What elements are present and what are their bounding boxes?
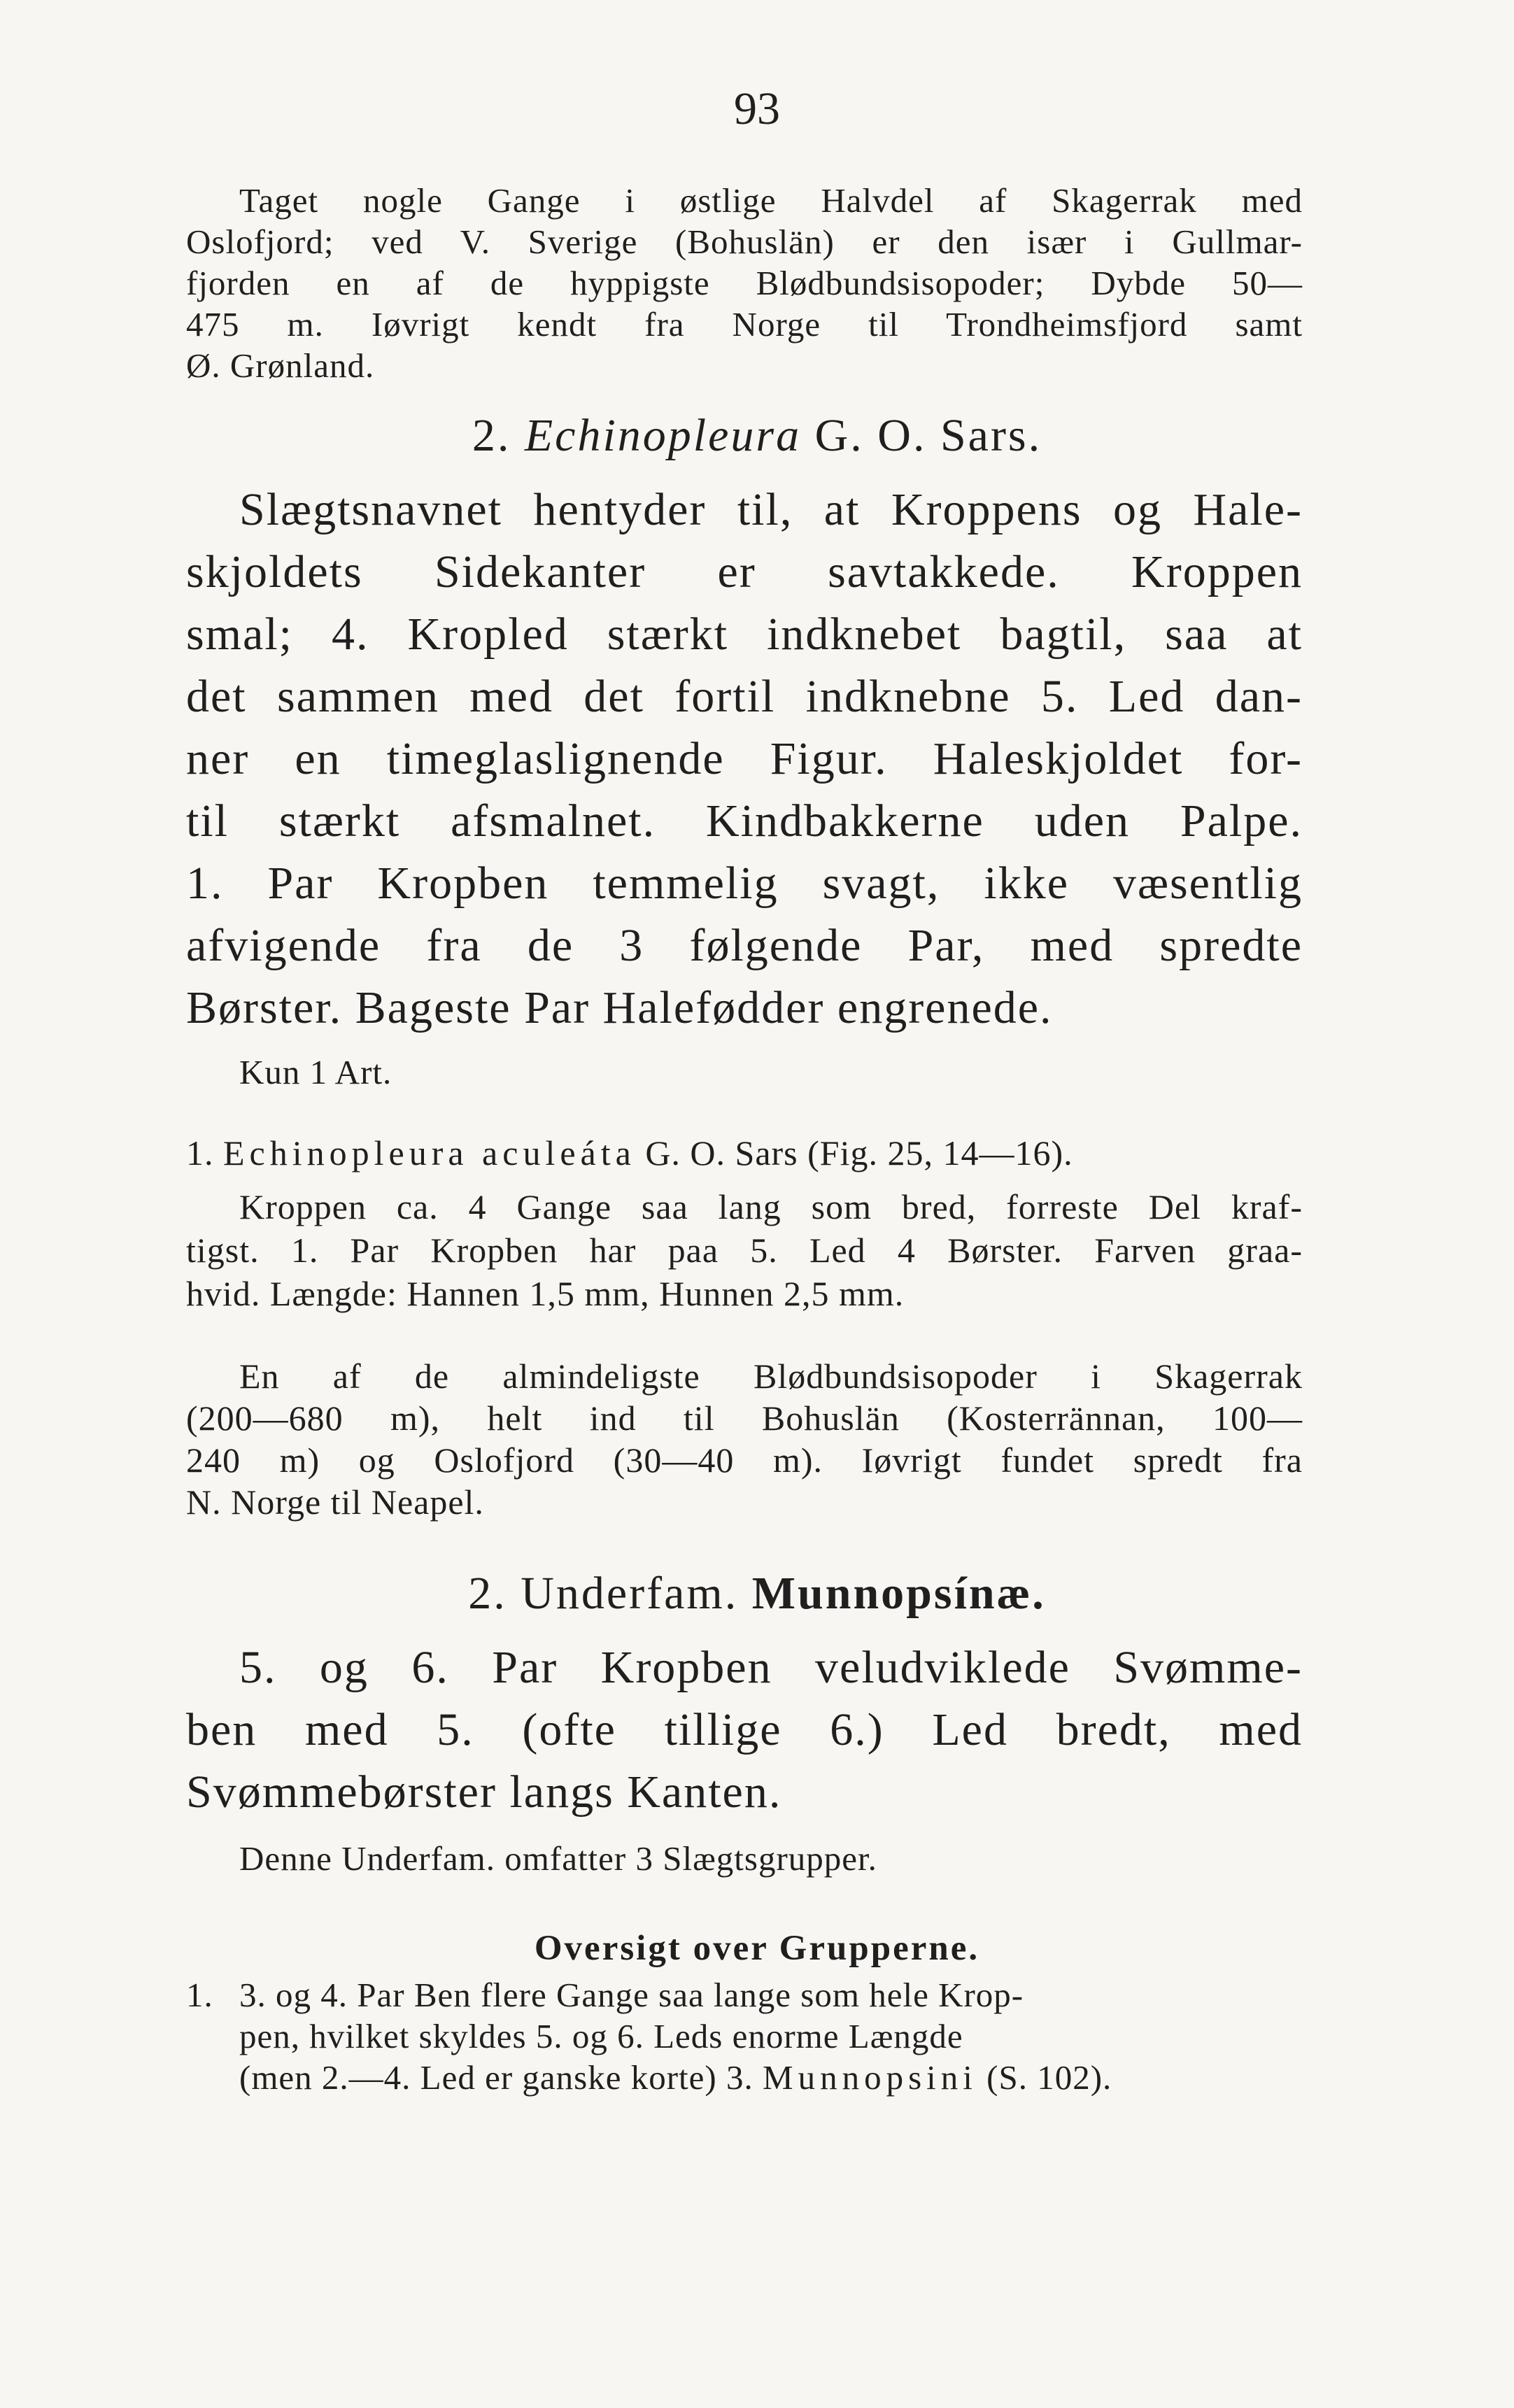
species-line [186,1132,1303,1174]
subfamily-heading [0,1567,1514,1620]
text-line: Slægtsnavnet hentyder til, at Kroppens og Hale- [239,484,1303,535]
text-line: skjoldets Sidekanter er savtakkede. Kroppen [186,546,1303,597]
text-line: Børster. Bageste Par Halefødder engrenede. [186,982,1053,1033]
text-line: ben med 5. (ofte tillige 6.) Led bredt, med [186,1704,1303,1755]
text-line: Kroppen ca. 4 Gange saa lang som bred, forreste Del kraf- [239,1187,1303,1226]
text-line: Denne Underfam. omfatter 3 Slægtsgrupper. [239,1839,877,1878]
text-line: Taget nogle Gange i østlige Halvdel af Skagerrak med [239,181,1303,220]
text-line: til stærkt afsmalnet. Kindbakkerne uden Palpe. [186,795,1303,847]
text-line: 1. Par Kropben temmelig svagt, ikke væsentlig [186,858,1303,909]
text-line: pen, hvilket skyldes 5. og 6. Leds enorme Længde [239,2017,963,2055]
genus-note [186,1051,1303,1093]
subfamily-name: Munnopsínæ. [751,1568,1046,1619]
overview-line-last [186,2057,1303,2098]
genus-heading [0,409,1514,462]
species-heading [186,1132,1303,1174]
text-line: Svømmebørster langs Kanten. [186,1766,782,1818]
genus-description [186,479,1303,1039]
intro-paragraph [186,180,1303,386]
species-distribution [186,1355,1303,1523]
text-line: N. Norge til Neapel. [186,1482,484,1522]
text-line: afvigende fra de 3 følgende Par, med spredte [186,920,1303,971]
text-line: ner en timeglaslignende Figur. Haleskjoldet for- [186,733,1303,784]
species-name: Echinopleura aculeáta [223,1133,636,1173]
subfamily-note [186,1838,1303,1879]
overview-number: 1. [186,1976,213,2014]
genus-author: G. O. Sars. [814,410,1042,461]
text-line: 475 m. Iøvrigt kendt fra Norge til Trondheimsfjord samt [186,305,1303,344]
text-line: tigst. 1. Par Kropben har paa 5. Led 4 Børster. Farven graa- [186,1231,1303,1270]
text-line: 240 m) og Oslofjord (30—40 m). Iøvrigt fundet spredt fra [186,1440,1303,1480]
text-line: smal; 4. Kropled stærkt indknebet bagtil, saa at [186,609,1303,660]
species-description [186,1185,1303,1315]
subfamily-number: 2. [468,1568,507,1619]
subfamily-label: Underfam. [521,1568,739,1619]
text-line: (200—680 m), helt ind til Bohuslän (Kosterrännan, 100— [186,1398,1303,1438]
genus-number: 2. [472,410,511,461]
text-line: 5. og 6. Par Kropben veludviklede Svømme- [239,1642,1303,1693]
overview-text: (men 2.—4. Led er ganske korte) 3. [239,2058,754,2097]
text-line: Kun 1 Art. [239,1053,392,1091]
overview-heading: Oversigt over Grupperne. [534,1929,980,1968]
text-line: En af de almindeligste Blødbundsisopoder i Skagerrak [239,1357,1303,1396]
text-line: fjorden en af de hyppigste Blødbundsisopoder; Dybde 50— [186,264,1303,302]
genus-name: Echinopleura [524,410,802,461]
species-number: 1. [186,1133,214,1173]
text-line: Ø. Grønland. [186,346,375,385]
group-reference: (S. 102). [986,2058,1112,2097]
overview-text: 3. og 4. Par Ben flere Gange saa lange som hele Krop- [239,1976,1024,2014]
group-name: Munnopsini [763,2058,977,2097]
text-line: Oslofjord; ved V. Sverige (Bohuslän) er den især i Gullmar- [186,222,1303,261]
overview-line [186,1974,1303,2016]
text-line: hvid. Længde: Hannen 1,5 mm, Hunnen 2,5 mm. [186,1274,905,1313]
subfamily-description [186,1636,1303,1823]
species-author: G. O. Sars (Fig. 25, 14—16). [645,1133,1073,1173]
overview-item [186,1974,1303,2098]
text-line: det sammen med det fortil indknebne 5. Led dan- [186,671,1303,722]
page-number: 93 [734,83,780,134]
